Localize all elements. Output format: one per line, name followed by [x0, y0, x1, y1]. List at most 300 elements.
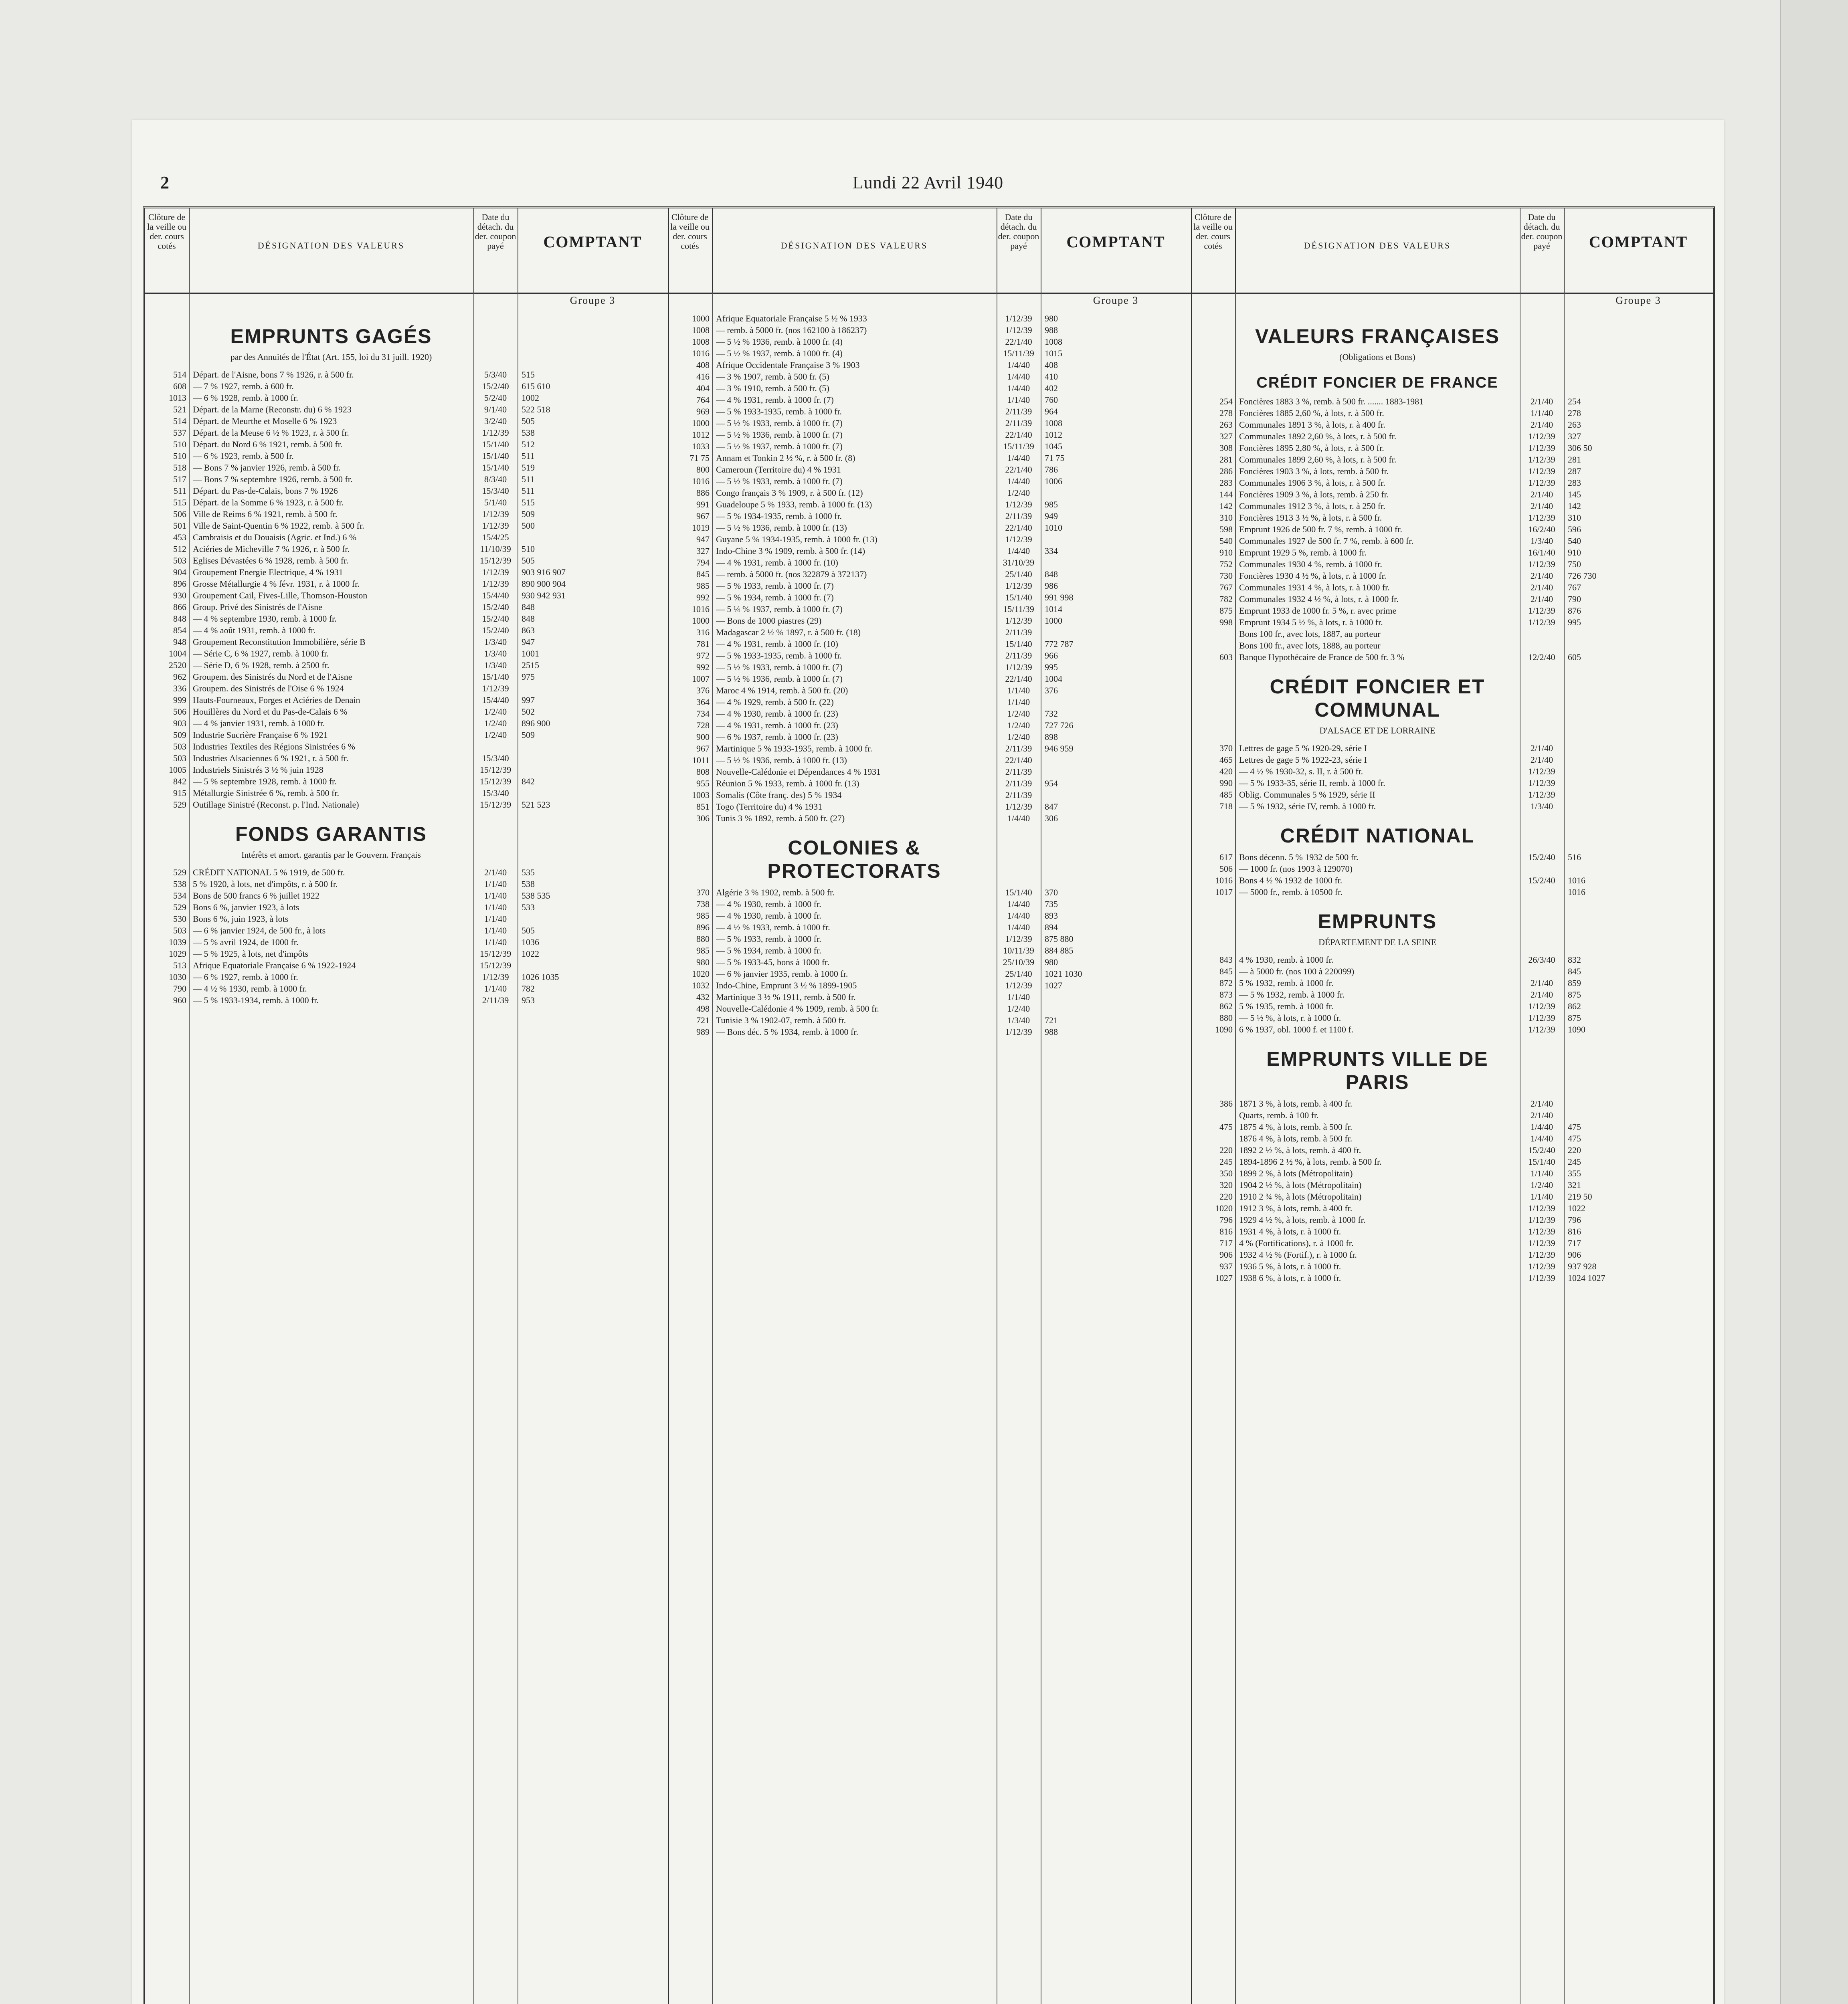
prev-close: 513	[173, 960, 186, 970]
security-name: — Série C, 6 % 1927, remb. à 1000 fr.	[193, 648, 329, 659]
coupon-date: 2/11/39	[1005, 627, 1032, 637]
coupon-date: 15/12/39	[479, 765, 512, 775]
security-name: — 1000 fr. (nos 1903 à 129070)	[1239, 864, 1353, 874]
prev-close: 498	[696, 1004, 710, 1014]
security-name: — 5 ½ % 1936, remb. à 1000 fr. (7)	[716, 430, 843, 440]
prev-close: 453	[173, 532, 186, 542]
table-row	[145, 867, 668, 878]
table-row	[1191, 616, 1713, 628]
security-name: Nouvelle-Calédonie 4 % 1909, remb. à 500 fr.	[716, 1004, 879, 1014]
prev-close: 306	[696, 813, 710, 823]
prev-close: 989	[696, 1027, 710, 1037]
prev-close: 511	[173, 486, 186, 496]
table-row	[668, 731, 1191, 743]
prev-close: 530	[173, 914, 186, 924]
coupon-date: 1/4/40	[1007, 383, 1030, 393]
prev-close: 529	[173, 902, 186, 912]
security-name: Maroc 4 % 1914, remb. à 500 fr. (20)	[716, 685, 848, 695]
cash-price: 1090	[1568, 1024, 1585, 1034]
section-subtitle: par des Annuités de l'État (Art. 155, loi du 31 juill. 1920)	[230, 352, 432, 362]
prev-close: 752	[1219, 559, 1233, 569]
cash-price: 848	[522, 602, 535, 612]
cash-price: 1002	[522, 393, 539, 403]
security-name: Départ. de Meurthe et Moselle 6 % 1923	[193, 416, 337, 426]
table-row	[668, 440, 1191, 452]
coupon-date: 1/4/40	[1007, 476, 1030, 486]
security-name: — 5 % 1932, remb. à 1000 fr.	[1239, 990, 1345, 1000]
coupon-date: 1/1/40	[1007, 697, 1030, 707]
prev-close: 1016	[692, 604, 710, 614]
prev-close: 71 75	[689, 453, 710, 463]
prev-close: 718	[1219, 801, 1233, 811]
cash-price: 832	[1568, 955, 1581, 965]
coupon-date: 1/12/39	[1528, 1215, 1555, 1225]
cash-price: 402	[1045, 383, 1058, 393]
security-name: — 3 % 1907, remb. à 500 fr. (5)	[716, 372, 829, 382]
prev-close: 1000	[692, 313, 710, 323]
table-row	[145, 683, 668, 694]
security-name: Départ. de la Somme 6 % 1923, r. à 500 fr.	[193, 497, 344, 507]
coupon-date: 1/1/40	[1007, 395, 1030, 405]
cash-price: 327	[1568, 431, 1581, 441]
prev-close: 998	[1219, 617, 1233, 627]
coupon-date: 2/1/40	[1530, 489, 1553, 499]
security-name: Banque Hypothécaire de France de 500 fr. 3 %	[1239, 652, 1405, 662]
security-name: 1931 4 %, à lots, r. à 1000 fr.	[1239, 1226, 1341, 1236]
prev-close: 283	[1219, 478, 1233, 488]
security-name: — 4 % 1930, remb. à 1000 fr. (23)	[716, 709, 838, 719]
table-row	[668, 522, 1191, 533]
prev-close: 910	[1219, 547, 1233, 558]
coupon-date: 15/2/40	[1528, 1145, 1555, 1155]
cash-price: 875	[1568, 1013, 1581, 1023]
cash-price: 538	[522, 428, 535, 438]
prev-close: 540	[1219, 536, 1233, 546]
security-name: Communales 1932 4 ½ %, à lots, r. à 1000 fr.	[1239, 594, 1399, 604]
cash-price: 842	[522, 776, 535, 786]
table-row	[1191, 966, 1713, 977]
cash-price: 219 50	[1568, 1192, 1592, 1202]
cash-price: 475	[1568, 1133, 1581, 1143]
security-name: — 5 ½ % 1933, remb. à 1000 fr. (7)	[716, 418, 843, 428]
coupon-date: 1/12/39	[482, 428, 509, 438]
prev-close: 386	[1219, 1099, 1233, 1109]
security-name: Communales 1930 4 %, remb. à 1000 fr.	[1239, 559, 1382, 569]
table-row	[1191, 454, 1713, 465]
security-name: Foncières 1909 3 %, à lots, remb. à 250 fr.	[1239, 489, 1389, 499]
prev-close: 515	[173, 497, 186, 507]
page-number: 2	[160, 173, 169, 192]
table-row	[1191, 605, 1713, 616]
security-name: — 5 % 1933, remb. à 1000 fr.	[716, 934, 821, 944]
cash-price: 947	[522, 637, 535, 647]
coupon-date: 15/1/40	[1005, 639, 1032, 649]
security-name: — 4 % 1931, remb. à 1000 fr. (23)	[716, 720, 838, 730]
security-name: — Série D, 6 % 1928, remb. à 2500 fr.	[193, 660, 330, 670]
cash-price: 502	[522, 707, 535, 717]
coupon-date: 15/11/39	[1003, 604, 1034, 614]
prev-close: 1012	[692, 430, 710, 440]
prev-close: 503	[173, 741, 186, 752]
coupon-date: 1/4/40	[1007, 453, 1030, 463]
cash-price: 847	[1045, 802, 1058, 812]
coupon-date: 25/1/40	[1005, 969, 1032, 979]
table-row	[145, 543, 668, 555]
security-name: — 4 % 1931, remb. à 1000 fr. (10)	[716, 558, 838, 568]
table-row	[668, 991, 1191, 1003]
security-name: Départ. de l'Aisne, bons 7 % 1926, r. à 500 fr.	[193, 370, 354, 380]
coupon-date: 1/12/39	[1005, 662, 1032, 672]
prev-close: 278	[1219, 408, 1233, 418]
prev-close: 972	[696, 650, 710, 661]
table-row	[1191, 954, 1713, 966]
coupon-date: 2/11/39	[1005, 743, 1032, 754]
prev-close: 327	[696, 546, 710, 556]
prev-close: 1013	[169, 393, 186, 403]
security-name: Annam et Tonkin 2 ½ %, r. à 500 fr. (8)	[716, 453, 855, 463]
security-name: Congo français 3 % 1909, r. à 500 fr. (12)	[716, 488, 863, 498]
table-row	[145, 520, 668, 531]
table-row	[145, 427, 668, 438]
security-name: Eglises Dévastées 6 % 1928, remb. à 500 fr.	[193, 556, 348, 566]
prev-close: 506	[173, 707, 186, 717]
security-name: — 4 ½ % 1930, remb. à 1000 fr.	[193, 984, 307, 994]
security-name: — 5 ½ % 1936, remb. à 1000 fr. (4)	[716, 337, 843, 347]
coupon-date: 26/3/40	[1528, 955, 1555, 965]
security-name: 1875 4 %, à lots, remb. à 500 fr.	[1239, 1122, 1353, 1132]
coupon-date: 9/1/40	[484, 404, 507, 414]
table-row	[145, 404, 668, 415]
cash-price: 509	[522, 509, 535, 519]
cash-price: 898	[1045, 732, 1058, 742]
prev-close: 245	[1219, 1157, 1233, 1167]
coupon-date: 1/12/39	[482, 521, 509, 531]
coupon-date: 25/1/40	[1005, 569, 1032, 579]
security-name: Foncières 1883 3 %, remb. à 500 fr. ....... 1883-1981	[1239, 396, 1424, 406]
table-row	[1191, 396, 1713, 407]
prev-close: 967	[696, 511, 710, 521]
security-name: — 5 % 1933-1934, remb. à 1000 fr.	[193, 995, 319, 1005]
cash-price: 732	[1045, 709, 1058, 719]
prev-close: 503	[173, 556, 186, 566]
prev-close: 985	[696, 911, 710, 921]
security-name: — 5 % septembre 1928, remb. à 1000 fr.	[193, 776, 337, 786]
header-cloture: Clôture de la veille ou der. cours cotés	[145, 208, 190, 293]
table-row	[668, 359, 1191, 371]
coupon-date: 10/11/39	[1003, 945, 1034, 956]
table-row	[145, 706, 668, 717]
cash-price: 376	[1045, 685, 1058, 695]
security-name: Afrique Occidentale Française 3 % 1903	[716, 360, 860, 370]
table-row	[668, 898, 1191, 910]
prev-close: 420	[1219, 766, 1233, 776]
security-name: Afrique Equatoriale Française 6 % 1922-1924	[193, 960, 356, 970]
table-row	[668, 708, 1191, 719]
security-name: CRÉDIT NATIONAL 5 % 1919, de 500 fr.	[193, 867, 345, 877]
table-row	[668, 910, 1191, 921]
prev-close: 1008	[692, 325, 710, 335]
coupon-date: 15/3/40	[482, 753, 509, 763]
prev-close: 990	[1219, 778, 1233, 788]
table-row	[145, 799, 668, 810]
coupon-date: 15/11/39	[1003, 441, 1034, 451]
prev-close: 842	[173, 776, 186, 786]
prev-close: 851	[696, 802, 710, 812]
cash-price: 519	[522, 463, 535, 473]
cash-price: 790	[1568, 594, 1581, 604]
prev-close: 432	[696, 992, 710, 1002]
section-title: EMPRUNTS	[1318, 910, 1437, 933]
security-name: — 5 ½ %, à lots, r. à 1000 fr.	[1239, 1013, 1341, 1023]
coupon-date: 25/10/39	[1003, 957, 1035, 967]
cash-price: 906	[1568, 1250, 1581, 1260]
cash-price: 1016	[1568, 875, 1585, 885]
security-name: — 6 % 1927, remb. à 1000 fr.	[193, 972, 298, 982]
security-name: — 6 % janvier 1935, remb. à 1000 fr.	[716, 969, 848, 979]
cash-price: 515	[522, 370, 535, 380]
prev-close: 316	[696, 627, 710, 637]
table-row	[668, 1026, 1191, 1038]
prev-close: 503	[173, 925, 186, 935]
table-row	[668, 568, 1191, 580]
prev-close: 529	[173, 800, 186, 810]
table-row	[668, 626, 1191, 638]
security-name: Industrie Sucrière Française 6 % 1921	[193, 730, 328, 740]
coupon-date: 1/4/40	[1007, 546, 1030, 556]
coupon-date: 1/1/40	[1530, 408, 1553, 418]
table-row	[1191, 465, 1713, 477]
prev-close: 538	[173, 879, 186, 889]
prev-close: 1016	[692, 348, 710, 358]
security-name: Emprunt 1929 5 %, remb. à 1000 fr.	[1239, 547, 1367, 558]
prev-close: 816	[1219, 1226, 1233, 1236]
prev-close: 465	[1219, 755, 1233, 765]
coupon-date: 1/2/40	[1007, 709, 1030, 719]
coupon-date: 2/1/40	[1530, 571, 1553, 581]
cash-price: 1015	[1045, 348, 1062, 358]
coupon-date: 1/12/39	[1005, 313, 1032, 323]
table-row	[1191, 640, 1713, 651]
security-name: Bons décenn. 5 % 1932 de 500 fr.	[1239, 852, 1359, 862]
table-row	[1191, 1024, 1713, 1035]
table-row	[668, 615, 1191, 626]
cash-price: 245	[1568, 1157, 1581, 1167]
cash-price: 975	[522, 672, 535, 682]
cash-price: 2515	[522, 660, 539, 670]
prev-close: 286	[1219, 466, 1233, 476]
security-name: Groupement Cail, Fives-Lille, Thomson-Houston	[193, 590, 368, 600]
security-name: 1899 2 %, à lots (Métropolitain)	[1239, 1168, 1353, 1178]
cash-price: 980	[1045, 313, 1058, 323]
table-row	[1191, 628, 1713, 640]
cash-price: 500	[522, 521, 535, 531]
table-row	[145, 948, 668, 960]
coupon-date: 15/12/39	[479, 949, 512, 959]
table-row	[668, 487, 1191, 499]
coupon-date: 15/12/39	[479, 556, 512, 566]
prev-close: 794	[696, 558, 710, 568]
coupon-date: 1/12/39	[1528, 513, 1555, 523]
section-title: CRÉDIT FONCIER ET COMMUNAL	[1270, 675, 1485, 721]
coupon-date: 2/1/40	[1530, 1099, 1553, 1109]
coupon-date: 1/12/39	[1005, 325, 1032, 335]
security-name: 5 % 1935, remb. à 1000 fr.	[1239, 1001, 1334, 1011]
coupon-date: 15/1/40	[1005, 887, 1032, 897]
security-name: Tunisie 3 % 1902-07, remb. à 500 fr.	[716, 1015, 846, 1025]
security-name: Houillères du Nord et du Pas-de-Calais 6 %	[193, 707, 348, 717]
cash-price: 615 610	[522, 381, 550, 391]
prev-close: 416	[696, 372, 710, 382]
prev-close: 350	[1219, 1168, 1233, 1178]
coupon-date: 1/12/39	[1528, 431, 1555, 441]
cash-price: 516	[1568, 852, 1581, 862]
coupon-date: 1/4/40	[1007, 813, 1030, 823]
coupon-date: 15/2/40	[1528, 875, 1555, 885]
cash-price: 750	[1568, 559, 1581, 569]
prev-close: 220	[1219, 1145, 1233, 1155]
table-row	[1191, 651, 1713, 663]
prev-close: 263	[1219, 420, 1233, 430]
coupon-date: 1/2/40	[1007, 720, 1030, 730]
security-name: — 4 % septembre 1930, remb. à 1000 fr.	[193, 614, 337, 624]
security-name: Industries Textiles des Régions Sinistrées 6 %	[193, 741, 356, 752]
table-row	[1191, 477, 1713, 489]
table-row	[668, 603, 1191, 615]
prev-close: 999	[173, 695, 186, 705]
coupon-date: 1/2/40	[484, 718, 507, 728]
coupon-date: 1/3/40	[484, 660, 507, 670]
security-name: Communales 1906 3 %, à lots, r. à 500 fr.	[1239, 478, 1385, 488]
prev-close: 781	[696, 639, 710, 649]
prev-close: 310	[1219, 513, 1233, 523]
header-comptant: COMPTANT	[543, 233, 642, 251]
security-name: Groupem. des Sinistrés de l'Oise 6 % 1924	[193, 683, 344, 693]
security-name: — 4 ½ % 1930-32, s. II, r. à 500 fr.	[1239, 766, 1363, 776]
coupon-date: 3/2/40	[484, 416, 507, 426]
coupon-date: 1/12/39	[1528, 1001, 1555, 1011]
prev-close: 485	[1219, 790, 1233, 800]
table-row	[1191, 1214, 1713, 1226]
cash-price: 605	[1568, 652, 1581, 662]
prev-close: 503	[173, 753, 186, 763]
table-row	[1191, 800, 1713, 812]
security-name: Emprunt 1926 de 500 fr. 7 %, remb. à 1000 fr.	[1239, 524, 1402, 534]
section-subtitle: CRÉDIT FONCIER DE FRANCE	[1256, 374, 1498, 391]
prev-close: 948	[173, 637, 186, 647]
prev-close: 320	[1219, 1180, 1233, 1190]
coupon-date: 15/1/40	[1005, 592, 1032, 602]
prev-close: 980	[696, 957, 710, 967]
table-row	[145, 936, 668, 948]
cash-price: 721	[1045, 1015, 1058, 1025]
table-row	[1191, 1202, 1713, 1214]
table-row	[668, 417, 1191, 429]
coupon-date: 1/1/40	[484, 914, 507, 924]
coupon-date: 1/1/40	[484, 925, 507, 935]
column-right	[1191, 208, 1713, 2004]
table-row	[668, 650, 1191, 661]
table-row	[145, 971, 668, 983]
prev-close: 896	[173, 579, 186, 589]
prev-close: 915	[173, 788, 186, 798]
cash-price: 726 730	[1568, 571, 1597, 581]
prev-close: 506	[173, 509, 186, 519]
security-name: Lettres de gage 5 % 1922-23, série I	[1239, 755, 1367, 765]
security-name: — 4 ½ % 1933, remb. à 1000 fr.	[716, 922, 830, 932]
table-row	[145, 508, 668, 520]
security-name: Cambraisis et du Douaisis (Agric. et Ind.) 6 %	[193, 532, 357, 542]
security-name: Communales 1891 3 %, à lots, r. à 400 fr.	[1239, 420, 1385, 430]
prev-close: 900	[696, 732, 710, 742]
coupon-date: 15/1/40	[482, 463, 509, 473]
security-name: Quarts, remb. à 100 fr.	[1239, 1110, 1319, 1120]
security-name: Emprunt 1933 de 1000 fr. 5 %, r. avec prime	[1239, 606, 1397, 616]
coupon-date: 1/12/39	[1528, 617, 1555, 627]
security-name: Ville de Reims 6 % 1921, remb. à 500 fr.	[193, 509, 338, 519]
coupon-date: 1/3/40	[1530, 536, 1553, 546]
cash-price: 1036	[522, 937, 539, 947]
prev-close: 510	[173, 451, 186, 461]
table-row	[145, 380, 668, 392]
table-row	[145, 994, 668, 1006]
cash-price: 910	[1568, 547, 1581, 558]
security-name: Madagascar 2 ½ % 1897, r. à 500 fr. (18)	[716, 627, 861, 637]
column-header	[145, 208, 668, 294]
coupon-date: 22/1/40	[1005, 465, 1032, 475]
table-row	[1191, 512, 1713, 523]
section-title: VALEURS FRANÇAISES	[1255, 325, 1500, 347]
prev-close: 880	[1219, 1013, 1233, 1023]
table-row	[1191, 1156, 1713, 1168]
table-row	[1191, 419, 1713, 430]
security-name: — Bons 7 % septembre 1926, remb. à 500 fr.	[193, 474, 353, 484]
cash-price: 986	[1045, 581, 1058, 591]
cash-price: 862	[1568, 1001, 1581, 1011]
coupon-date: 2/11/39	[1005, 650, 1032, 661]
coupon-date: 1/3/40	[1530, 801, 1553, 811]
coupon-date: 1/3/40	[1007, 1015, 1030, 1025]
table-row	[1191, 789, 1713, 800]
coupon-date: 15/4/40	[482, 590, 509, 600]
security-name: — 5 ¼ % 1937, remb. à 1000 fr. (7)	[716, 604, 843, 614]
table-row	[1191, 582, 1713, 593]
prev-close: 534	[173, 891, 186, 901]
coupon-date: 2/11/39	[1005, 790, 1032, 800]
coupon-date: 1/2/40	[1007, 488, 1030, 498]
coupon-date: 15/4/40	[482, 695, 509, 705]
table-row	[145, 764, 668, 776]
header-designation: DÉSIGNATION DES VALEURS	[189, 208, 474, 293]
table-row	[145, 392, 668, 404]
coupon-date: 22/1/40	[1005, 755, 1032, 765]
page-date: Lundi 22 Avril 1940	[852, 173, 1004, 192]
prev-close: 962	[173, 672, 186, 682]
table-row	[668, 789, 1191, 801]
security-name: Indo-Chine 3 % 1909, remb. à 500 fr. (14)	[716, 546, 865, 556]
coupon-date: 15/12/39	[479, 960, 512, 970]
cash-price: 988	[1045, 1027, 1058, 1037]
prev-close: 1016	[1215, 875, 1233, 885]
table-row	[145, 450, 668, 462]
table-row	[145, 671, 668, 683]
prev-close: 906	[1219, 1250, 1233, 1260]
coupon-date: 2/1/40	[1530, 755, 1553, 765]
prev-close: 903	[173, 718, 186, 728]
table-row	[145, 566, 668, 578]
prev-close: 364	[696, 697, 710, 707]
table-row	[1191, 1191, 1713, 1202]
coupon-date: 22/1/40	[1005, 337, 1032, 347]
